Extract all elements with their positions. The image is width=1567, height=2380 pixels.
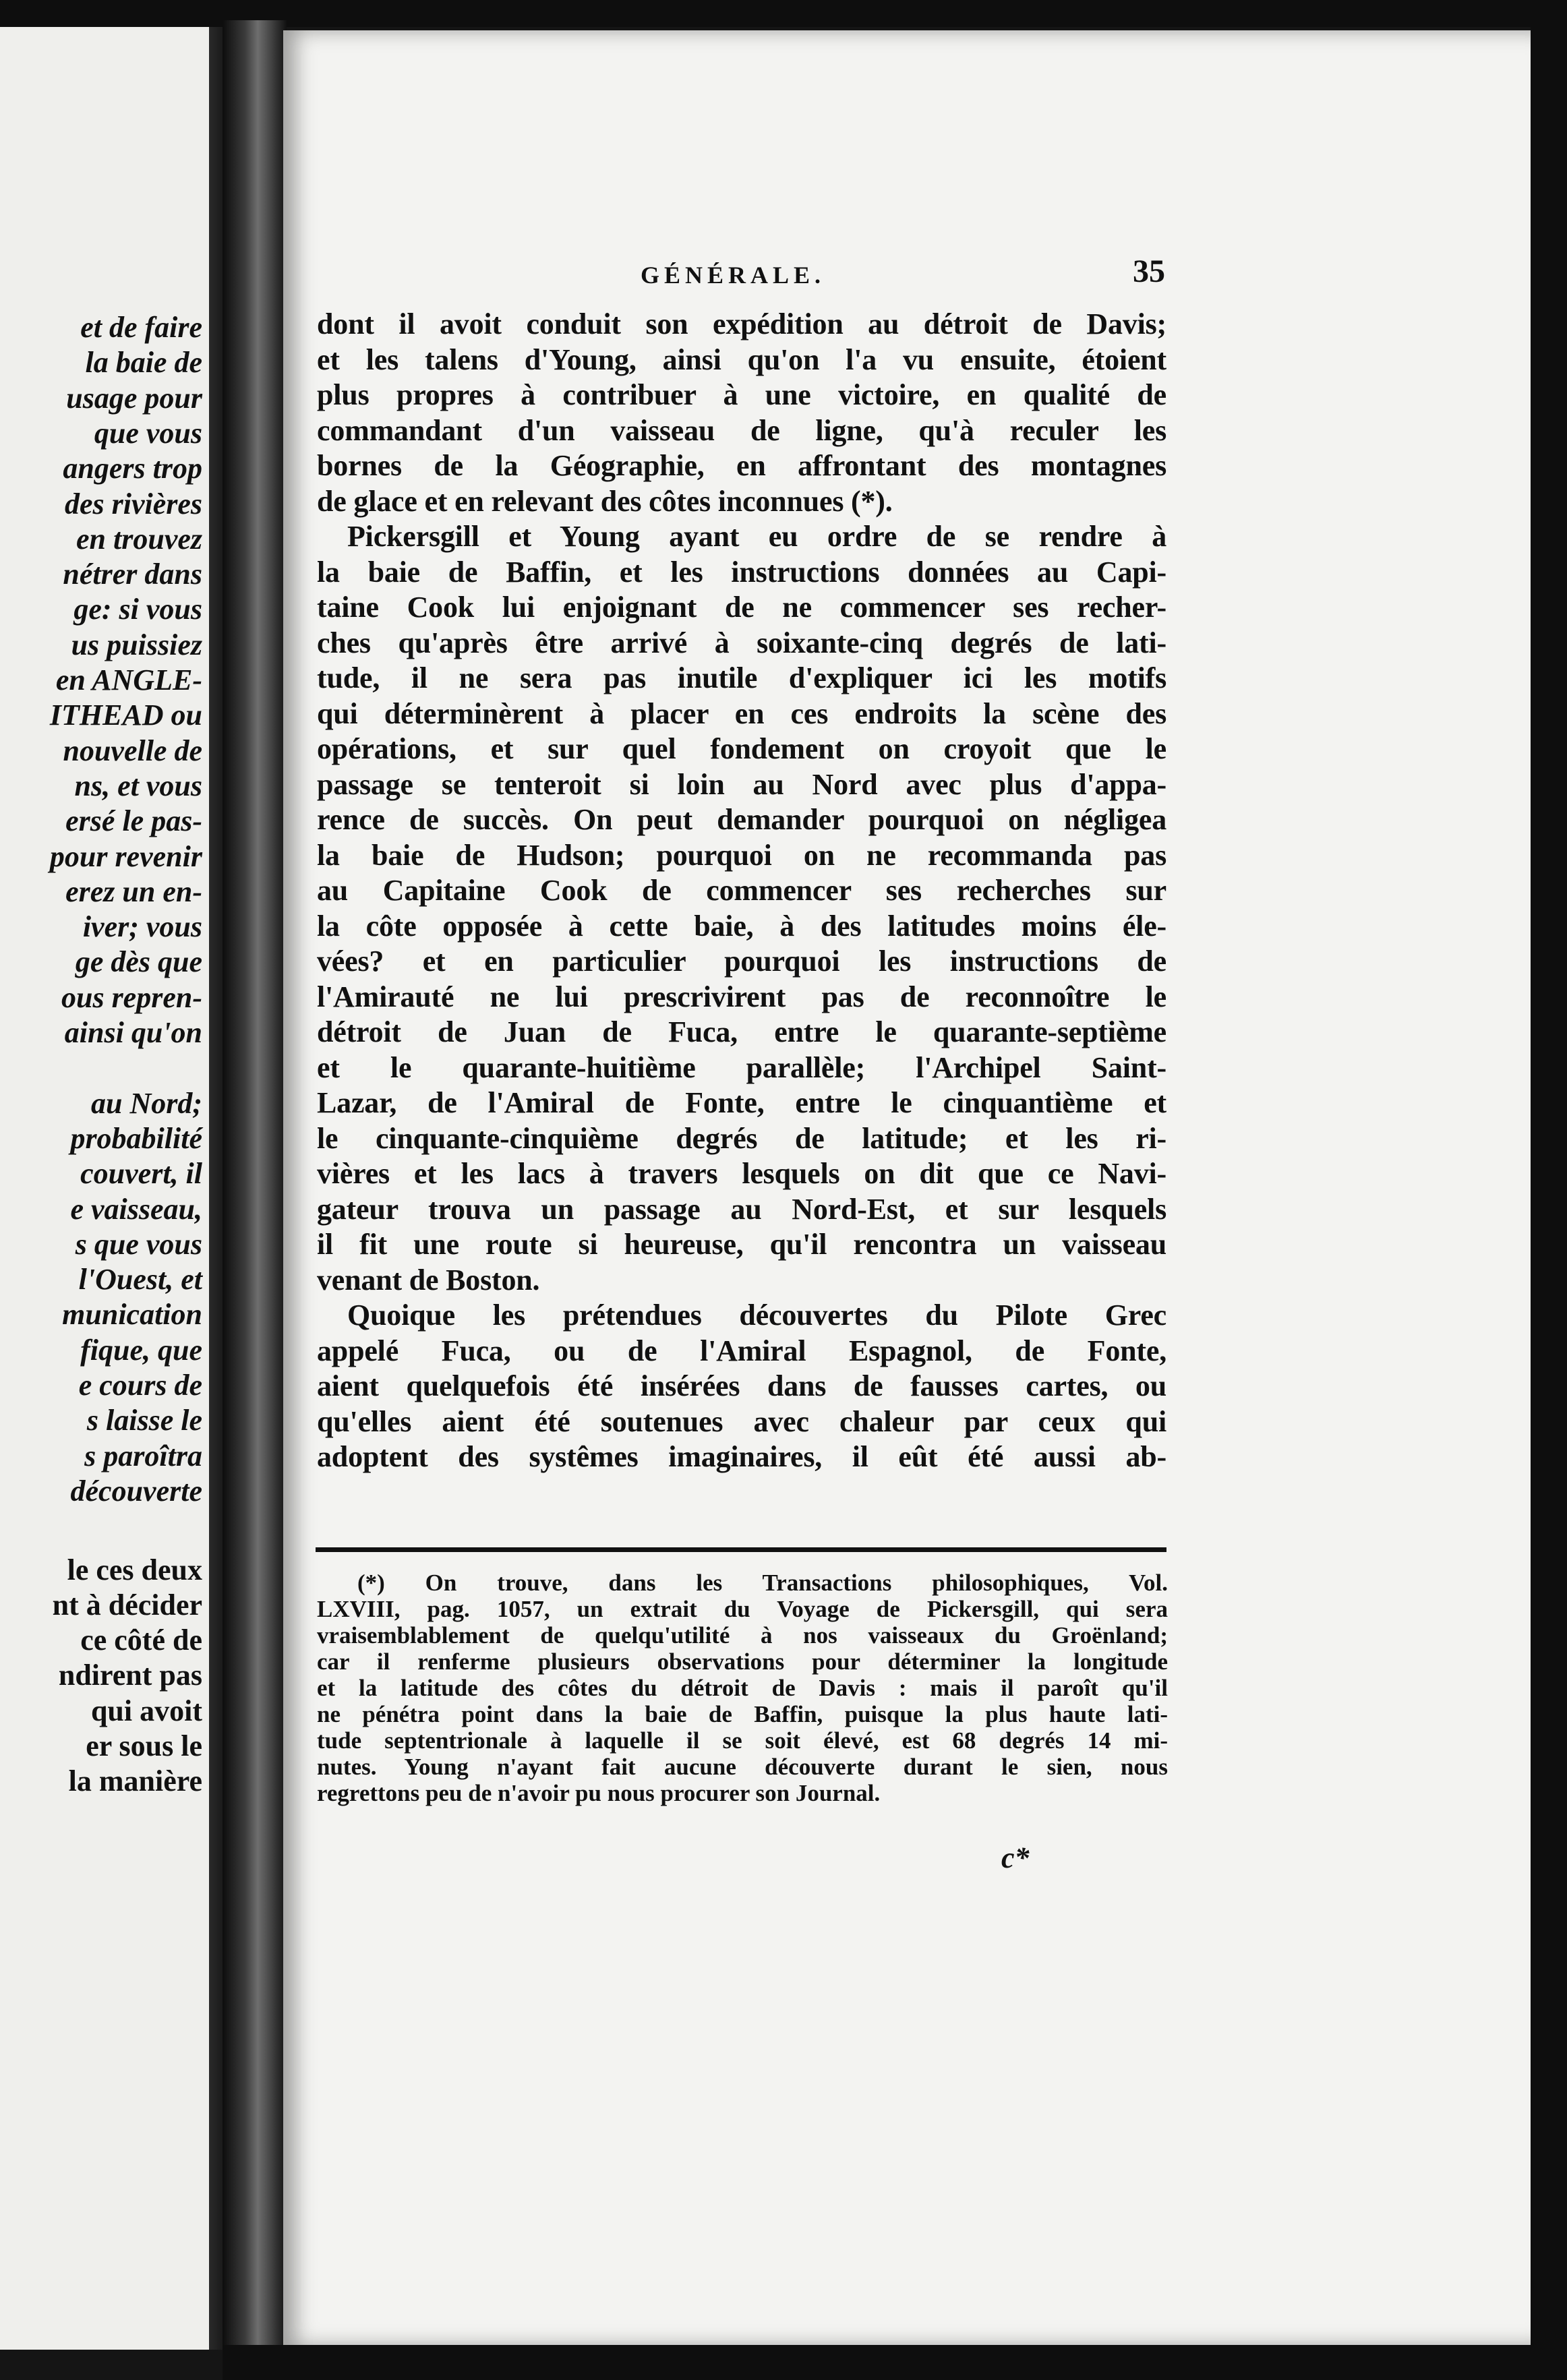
left-page-line: us puissiez <box>71 628 202 661</box>
page-number: 35 <box>1133 254 1165 289</box>
body-line: de glace et en relevant des côtes inconnues (*). <box>317 484 893 518</box>
footnote-line: car il renferme plusieurs observations pour déterminer la longitude <box>317 1648 1168 1675</box>
footnote-line: vraisemblablement de quelqu'utilité à nos vaisseaux du Groënland; <box>317 1622 1168 1648</box>
signature-mark: c* <box>1001 1841 1030 1874</box>
left-page-line: ous repren- <box>61 980 202 1014</box>
left-page-line: fique, que <box>80 1333 202 1367</box>
left-page-line: ns, et vous <box>74 769 202 802</box>
footnote-rule <box>316 1547 1166 1552</box>
body-line: l'Amirauté ne lui prescrivirent pas de reconnoître le <box>317 980 1166 1013</box>
left-page-line: angers trop <box>63 452 202 485</box>
scan-right-border <box>1531 0 1567 2380</box>
left-page-line: que vous <box>94 416 202 450</box>
body-line: adoptent des systêmes imaginaires, il eût été aussi ab- <box>317 1440 1166 1473</box>
body-line: qu'elles aient été soutenues avec chaleur par ceux qui <box>317 1404 1166 1438</box>
left-page-line: e vaisseau, <box>70 1192 202 1226</box>
left-page-line: pour revenir <box>49 839 202 873</box>
left-page-line: la manière <box>68 1764 202 1798</box>
footnote <box>317 1570 1168 1806</box>
left-page-line: ainsi qu'on <box>64 1016 202 1049</box>
body-line: venant de Boston. <box>317 1263 540 1297</box>
body-line: au Capitaine Cook de commencer ses recherches sur <box>317 874 1166 907</box>
body-line: plus propres à contribuer à une victoire, en qualité de <box>317 378 1166 411</box>
footnote-line: regrettons peu de n'avoir pu nous procurer son Journal. <box>317 1780 881 1806</box>
left-page-line: munication <box>62 1298 202 1332</box>
body-line: bornes de la Géographie, en affrontant des montagnes <box>317 449 1166 482</box>
left-page-line: en trouvez <box>76 522 202 556</box>
body-line: vières et les lacs à travers lesquels on dit que ce Navi- <box>317 1157 1166 1190</box>
body-line: la côte opposée à cette baie, à des latitudes moins éle- <box>317 909 1166 943</box>
body-line: détroit de Juan de Fuca, entre le quarante-septième <box>317 1015 1166 1048</box>
left-page-line: au Nord; <box>90 1086 202 1120</box>
left-page-line: nt à décider <box>52 1588 202 1622</box>
left-page-line: qui avoit <box>90 1694 202 1727</box>
body-line: et le quarante-huitième parallèle; l'Archipel Saint- <box>317 1050 1166 1084</box>
body-line: appelé Fuca, ou de l'Amiral Espagnol, de Fonte, <box>317 1334 1166 1367</box>
left-page-line: s paroîtra <box>84 1439 202 1472</box>
footnote-line: et la latitude des côtes du détroit de Davis : mais il paroît qu'il <box>317 1675 1168 1701</box>
book-gutter <box>223 20 287 2360</box>
left-page-fragment <box>0 27 209 2350</box>
left-page-line: er sous le <box>86 1729 202 1762</box>
body-line: rence de succès. On peut demander pourquoi on négligea <box>317 803 1166 836</box>
body-line: il fit une route si heureuse, qu'il rencontra un vaisseau <box>317 1228 1166 1261</box>
left-page-line: ge dès que <box>75 945 202 979</box>
footnote-line: (*) On trouve, dans les Transactions philosophiques, Vol. <box>357 1570 1168 1596</box>
body-line: passage se tenteroit si loin au Nord avec plus d'appa- <box>317 767 1166 801</box>
scan-bottom-border <box>223 2345 1544 2380</box>
left-page-line: ce côté de <box>80 1624 202 1657</box>
body-line: opérations, et sur quel fondement on croyoit que le <box>317 732 1166 765</box>
left-page-line: nouvelle de <box>63 734 202 767</box>
body-line: aient quelquefois été insérées dans de fausses cartes, ou <box>317 1369 1166 1402</box>
body-line: le cinquante-cinquième degrés de latitude; et les ri- <box>317 1121 1166 1155</box>
footnote-line: tude septentrionale à laquelle il se soit élevé, est 68 degrés 14 mi- <box>317 1727 1168 1754</box>
left-page-line: ersé le pas- <box>65 804 202 838</box>
left-page-line: erez un en- <box>65 874 202 908</box>
footnote-line: ne pénétra point dans la baie de Baffin, puisque la plus haute lati- <box>317 1701 1168 1727</box>
left-page-line: le ces deux <box>67 1553 202 1586</box>
page-header <box>283 30 1537 84</box>
left-page-line: e cours de <box>78 1369 202 1402</box>
left-page-line: iver; vous <box>82 910 202 944</box>
left-page-line: et de faire <box>80 311 202 344</box>
left-page-line: nétrer dans <box>63 558 202 591</box>
body-line: Quoique les prétendues découvertes du Pilote Grec <box>347 1299 1166 1332</box>
body-line: la baie de Baffin, et les instructions données au Capi- <box>317 555 1166 589</box>
body-text <box>317 307 1166 1475</box>
body-line: et les talens d'Young, ainsi qu'on l'a vu ensuite, étoient <box>317 343 1166 376</box>
left-page-line: en ANGLE- <box>55 663 202 696</box>
body-line: Pickersgill et Young ayant eu ordre de se rendre à <box>347 520 1166 553</box>
left-page-line: probabilité <box>70 1121 202 1155</box>
left-page-line: ge: si vous <box>73 593 202 626</box>
body-line: ches qu'après être arrivé à soixante-cinq degrés de lati- <box>317 626 1166 659</box>
left-page-line: découverte <box>70 1474 202 1508</box>
body-line: qui déterminèrent à placer en ces endroits la scène des <box>317 696 1166 730</box>
left-page-line: ITHEAD ou <box>49 698 202 732</box>
left-page-line: ndirent pas <box>58 1659 202 1692</box>
left-page-line: couvert, il <box>80 1157 202 1191</box>
body-line: dont il avoit conduit son expédition au détroit de Davis; <box>317 307 1166 340</box>
right-page <box>283 30 1537 2346</box>
running-head: GÉNÉRALE. <box>641 262 826 289</box>
body-line: la baie de Hudson; pourquoi on ne recommanda pas <box>317 838 1166 872</box>
body-line: vées? et en particulier pourquoi les instructions de <box>317 945 1166 978</box>
footnote-line: nutes. Young n'ayant fait aucune découverte durant le sien, nous <box>317 1754 1168 1780</box>
left-page-line: s laisse le <box>86 1404 202 1437</box>
left-page-line: usage pour <box>66 381 202 415</box>
left-page-line: s que vous <box>75 1227 202 1261</box>
footnote-line: LXVIII, pag. 1057, un extrait du Voyage de Pickersgill, qui sera <box>317 1596 1168 1622</box>
body-line: tude, il ne sera pas inutile d'expliquer ici les motifs <box>317 661 1166 694</box>
body-line: taine Cook lui enjoignant de ne commencer ses recher- <box>317 591 1166 624</box>
body-line: commandant d'un vaisseau de ligne, qu'à reculer les <box>317 413 1166 447</box>
left-page-line: la baie de <box>85 346 202 380</box>
left-page-line: l'Ouest, et <box>78 1263 202 1297</box>
left-page-line: des rivières <box>64 487 202 520</box>
body-line: Lazar, de l'Amiral de Fonte, entre le cinquantième et <box>317 1086 1166 1119</box>
body-line: gateur trouva un passage au Nord-Est, et sur lesquels <box>317 1192 1166 1226</box>
